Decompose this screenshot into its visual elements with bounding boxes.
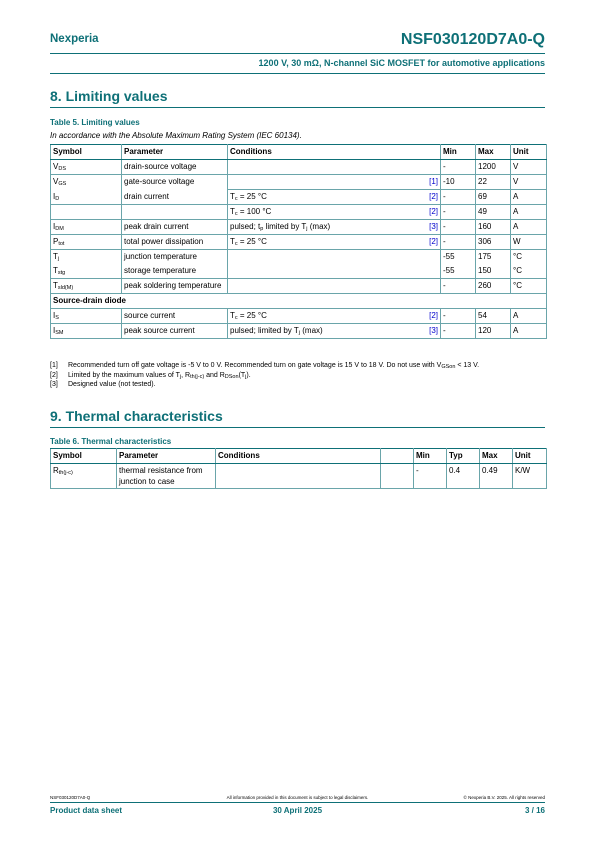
parameter: peak soldering temperature: [122, 279, 228, 294]
max: 120: [476, 324, 511, 339]
col-blank: [381, 449, 414, 464]
col-parameter: Parameter: [117, 449, 216, 464]
table-row: [51, 220, 547, 235]
table-row: [51, 464, 547, 489]
min: -55: [441, 250, 476, 265]
ref: [3]: [393, 324, 441, 339]
symbol-sub: tot: [58, 241, 65, 247]
table-5-caption: Table 5. Limiting values: [50, 118, 140, 127]
conditions: [228, 250, 393, 265]
parameter: total power dissipation: [122, 235, 228, 250]
section-9-rule: [50, 427, 545, 428]
footer-rule: [50, 802, 545, 803]
ref: [2]: [393, 235, 441, 250]
typ: 0.4: [447, 464, 480, 489]
symbol: T: [53, 266, 58, 275]
parameter: drain current: [122, 190, 228, 205]
unit: A: [511, 220, 547, 235]
symbol-sub: stg: [57, 270, 66, 276]
symbol-sub: S: [55, 315, 59, 321]
conditions: $T_c = 25$ °C: [228, 309, 393, 324]
ref: [3]: [393, 220, 441, 235]
col-unit: Unit: [511, 145, 547, 160]
min: -55: [441, 264, 476, 279]
thermal-table: [50, 448, 547, 489]
unit: A: [511, 205, 547, 220]
symbol: P: [53, 237, 59, 246]
parameter: [122, 205, 228, 220]
symbol: [51, 205, 122, 220]
symbol-sub: DS: [58, 166, 66, 172]
conditions: [228, 264, 393, 279]
table-header-row: [51, 449, 547, 464]
parameter: gate-source voltage: [122, 175, 228, 190]
col-symbol: Symbol: [51, 449, 117, 464]
limiting-values-table: [50, 144, 547, 339]
min: -: [441, 160, 476, 175]
ref: [393, 250, 441, 265]
page-number: 3 / 16: [524, 806, 545, 815]
unit: K/W: [513, 464, 547, 489]
symbol: V: [53, 177, 59, 186]
unit: °C: [511, 250, 547, 265]
table-row: [51, 279, 547, 294]
min: -: [441, 205, 476, 220]
min: -: [441, 324, 476, 339]
conditions: [216, 464, 381, 489]
max: 1200: [476, 160, 511, 175]
table-6-caption: Table 6. Thermal characteristics: [50, 437, 172, 446]
section-8-title: 8. Limiting values: [50, 88, 168, 104]
min: -10: [441, 175, 476, 190]
unit: W: [511, 235, 547, 250]
symbol: T: [53, 281, 58, 290]
max: 54: [476, 309, 511, 324]
footer-doc-id: NSF030120D7A0-Q: [50, 795, 91, 800]
footer-date: 30 April 2025: [272, 806, 323, 815]
conditions: pulsed; $t_p$ limited by $T_j$ (max): [228, 220, 393, 235]
symbol-sub: DM: [55, 226, 64, 232]
col-max: Max: [476, 145, 511, 160]
col-min: Min: [441, 145, 476, 160]
symbol-sub: GS: [58, 181, 67, 187]
parameter: drain-source voltage: [122, 160, 228, 175]
footnote-3: [3] Designed value (not tested).: [50, 381, 156, 388]
col-min: Min: [414, 449, 447, 464]
ref: [2]: [393, 309, 441, 324]
unit: A: [511, 309, 547, 324]
ref: [2]: [393, 205, 441, 220]
symbol: I: [53, 191, 56, 201]
unit: °C: [511, 264, 547, 279]
footer-doc-type: Product data sheet: [50, 806, 123, 815]
footnotes: [50, 361, 479, 390]
max: 306: [476, 235, 511, 250]
unit: V: [511, 175, 547, 190]
footer-copyright: © Nexperia B.V. 2025. All rights reserved: [463, 795, 545, 800]
min: -: [441, 235, 476, 250]
max: 260: [476, 279, 511, 294]
conditions: pulsed; limited by $T_j$ (max): [228, 324, 393, 339]
min: -: [441, 279, 476, 294]
symbol-sub: sld(M): [57, 285, 74, 291]
section-9-title: 9. Thermal characteristics: [50, 408, 223, 424]
subsection-title: Source-drain diode: [51, 294, 547, 309]
conditions: [228, 279, 393, 294]
symbol: I: [53, 222, 56, 231]
unit: V: [511, 160, 547, 175]
document-subtitle: 1200 V, 30 mΩ, N-channel SiC MOSFET for automotive applications: [258, 58, 545, 68]
max: 69: [476, 190, 511, 205]
table-row: [51, 235, 547, 250]
header-rule: [50, 53, 545, 54]
conditions: $T_c = 25$ °C: [228, 190, 393, 205]
table-header-row: [51, 145, 547, 160]
unit: °C: [511, 279, 547, 294]
ref: [381, 464, 414, 489]
brand-name: Nexperia: [50, 33, 99, 45]
col-parameter: Parameter: [122, 145, 228, 160]
table-row: [51, 160, 547, 175]
symbol-sub: th(j-c): [58, 470, 73, 476]
table-row: [51, 205, 547, 220]
conditions: [228, 175, 393, 190]
col-max: Max: [480, 449, 513, 464]
col-typ: Typ: [447, 449, 480, 464]
col-symbol: Symbol: [51, 145, 122, 160]
table-row: [51, 250, 547, 265]
table-row: [51, 264, 547, 279]
min: -: [414, 464, 447, 489]
symbol-sub: SM: [55, 330, 64, 336]
parameter: source current: [122, 309, 228, 324]
min: -: [441, 190, 476, 205]
ref: [393, 264, 441, 279]
footnote-1: [1] Recommended turn off gate voltage is -5 V to 0 V. Recommended turn on gate voltage is 15 V to 18 V. Do not use with $V_{GSon} < 13$ V.: [50, 362, 480, 370]
ref: [393, 279, 441, 294]
max: 22: [476, 175, 511, 190]
max: 0.49: [480, 464, 513, 489]
col-unit: Unit: [513, 449, 547, 464]
max: 49: [476, 205, 511, 220]
parameter: junction temperature: [122, 250, 228, 265]
section-8-rule: [50, 107, 545, 108]
symbol: I: [53, 311, 56, 320]
table-row: [51, 309, 547, 324]
footnote-2: [2] Limited by the maximum values of $T_j$, $R_{th(j-c)}$ and $R_{DSon}(T_j)$.: [50, 371, 251, 380]
symbol-sub: D: [55, 195, 60, 202]
symbol: T: [53, 252, 58, 261]
ref: [393, 160, 441, 175]
conditions: $T_c = 100$ °C: [228, 205, 393, 220]
symbol: I: [53, 326, 56, 335]
unit: A: [511, 190, 547, 205]
table-row: [51, 190, 547, 205]
ref: [2]: [393, 190, 441, 205]
max: 160: [476, 220, 511, 235]
parameter: peak drain current: [122, 220, 228, 235]
col-conditions: Conditions: [216, 449, 381, 464]
parameter: peak source current: [122, 324, 228, 339]
min: -: [441, 220, 476, 235]
unit: A: [511, 324, 547, 339]
symbol-sub: j: [57, 256, 60, 262]
col-conditions: Conditions: [228, 145, 441, 160]
parameter: thermal resistance from junction to case: [117, 464, 216, 489]
max: 175: [476, 250, 511, 265]
max: 150: [476, 264, 511, 279]
min: -: [441, 309, 476, 324]
subsection-row: [51, 294, 547, 309]
conditions: [228, 160, 393, 175]
subtitle-rule: [50, 73, 545, 74]
conditions: $T_c = 25$ °C: [228, 235, 393, 250]
footer-disclaimer: All information provided in this document is subject to legal disclaimers.: [226, 795, 369, 800]
table-row: [51, 324, 547, 339]
table-5-note: In accordance with the Absolute Maximum Rating System (IEC 60134).: [50, 131, 302, 140]
symbol: R: [53, 466, 59, 475]
symbol: V: [53, 162, 59, 171]
part-number: NSF030120D7A0-Q: [400, 31, 545, 48]
parameter: storage temperature: [122, 264, 228, 279]
table-row: [51, 175, 547, 190]
ref: [1]: [393, 175, 441, 190]
